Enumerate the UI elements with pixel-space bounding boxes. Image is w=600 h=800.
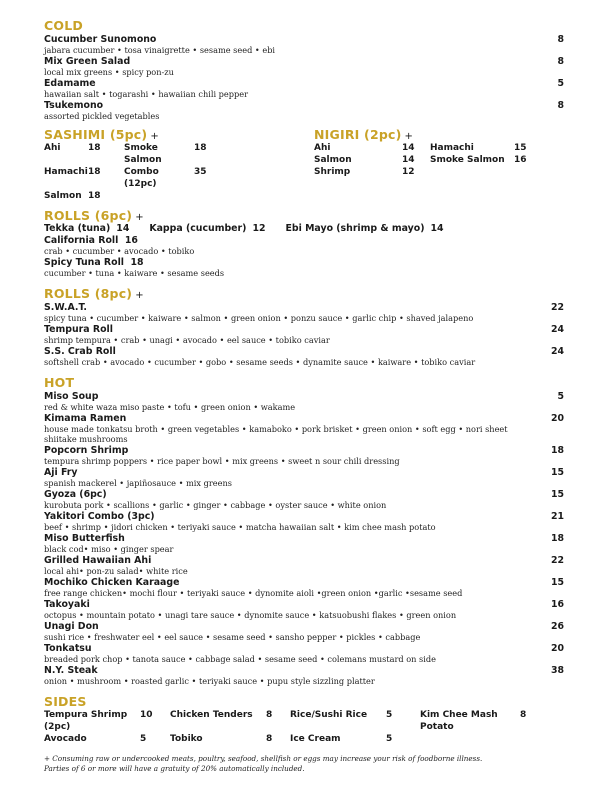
menu-page: [44, 18, 564, 745]
menu-item: Tsukemono assorted pickled vegetables 8: [44, 100, 564, 121]
menu-item: S.S. Crab Roll softshell crab • avocado • cucumber • gobo • sesame seeds • dynamite sauce • kaiware • tobiko caviar 24: [44, 346, 564, 367]
section-rolls8-title: ROLLS (8pc) +: [44, 286, 144, 301]
menu-item: Cucumber Sunomono jabara cucumber • tosa vinaigrette • sesame seed • ebi 8: [44, 34, 564, 55]
section-sides-title: SIDES: [44, 694, 87, 709]
menu-item: Tempura Roll shrimp tempura • crab • unagi • avocado • eel sauce • tobiko caviar 24: [44, 324, 564, 345]
menu-item: Miso Butterfish black cod• miso • ginger spear 18: [44, 533, 564, 554]
menu-item: Grilled Hawaiian Ahi local ahi• pon-zu salad• white rice 22: [44, 555, 564, 576]
section-rolls6-title: ROLLS (6pc) +: [44, 208, 144, 223]
nigiri-block: [314, 127, 564, 202]
menu-item: Kimama Ramen house made tonkatsu broth • green vegetables • kamaboko • pork brisket • green onion • soft egg • nori sheet shiitake mushrooms 20: [44, 413, 564, 444]
menu-item: N.Y. Steak onion • mushroom • roasted garlic • teriyaki sauce • pupu style sizzling platter 38: [44, 665, 564, 686]
sashimi-grid: Ahi 18 Smoke Salmon 18 Hamachi 18 Combo (12pc) 35 Salmon 18: [44, 143, 207, 201]
rolls8-block: [44, 286, 564, 367]
rolls6-inline: Tekka (tuna) 14 Kappa (cucumber) 12 Ebi Mayo (shrimp & mayo) 14: [44, 223, 444, 234]
menu-item: Miso Soup red & white waza miso paste • tofu • green onion • wakame 5: [44, 391, 564, 412]
menu-item: Tonkatsu breaded pork chop • tanota sauce • cabbage salad • sesame seed • colemans mustard on side 20: [44, 643, 564, 664]
nigiri-grid: Ahi 14 Hamachi 15 Salmon 14 Smoke Salmon 16 Shrimp 12: [314, 143, 527, 177]
menu-item: Mix Green Salad local mix greens • spicy pon-zu 8: [44, 56, 564, 77]
sides-grid: Tempura Shrimp (2pc) 10 Chicken Tenders 8 Rice/Sushi Rice 5 Kim Chee Mash Potato 8 Avocado 5 Tobiko 8 Ice Cream 5: [44, 710, 527, 744]
menu-item: Popcorn Shrimp tempura shrimp poppers • rice paper bowl • mix greens • sweet n sour chili dressing 18: [44, 445, 564, 466]
sashimi-block: [44, 127, 314, 202]
footer-notice: + Consuming raw or undercooked meats, poultry, seafood, shellfish or eggs may increase your risk of foodborne illness. Parties of 6 or more will have a gratuity of 20% automatically included.: [44, 754, 483, 773]
sides-block: [44, 694, 564, 745]
hot-block: [44, 375, 564, 686]
menu-item: Spicy Tuna Roll 18 cucumber • tuna • kaiware • sesame seeds: [44, 257, 225, 278]
section-cold-title: COLD: [44, 18, 83, 33]
cold-list: [44, 34, 564, 121]
menu-item: California Roll 16 crab • cucumber • avocado • tobiko: [44, 235, 195, 256]
section-nigiri-title: NIGIRI (2pc) +: [314, 127, 414, 142]
section-sashimi-title: SASHIMI (5pc) +: [44, 127, 159, 142]
menu-item: Unagi Don sushi rice • freshwater eel • eel sauce • sesame seed • sansho pepper • pickles • cabbage 26: [44, 621, 564, 642]
menu-item: Edamame hawaiian salt • togarashi • hawaiian chili pepper 5: [44, 78, 564, 99]
menu-item: Mochiko Chicken Karaage free range chicken• mochi flour • teriyaki sauce • dynomite aioli •green onion •garlic •sesame seed 15: [44, 577, 564, 598]
menu-item: S.W.A.T. spicy tuna • cucumber • kaiware • salmon • green onion • ponzu sauce • garlic chip • shaved jalapeno 22: [44, 302, 564, 323]
menu-item: Yakitori Combo (3pc) beef • shrimp • jidori chicken • teriyaki sauce • matcha hawaiian salt • kim chee mash potato 21: [44, 511, 564, 532]
rolls6-block: [44, 208, 564, 278]
section-hot-title: HOT: [44, 375, 75, 390]
menu-item: Takoyaki octopus • mountain potato • unagi tare sauce • dynomite sauce • katsuobushi flakes • green onion 16: [44, 599, 564, 620]
menu-item: Aji Fry spanish mackerel • japiñosauce • mix greens 15: [44, 467, 564, 488]
sashimi-nigiri-row: [44, 127, 564, 202]
menu-item: Gyoza (6pc) kurobuta pork • scallions • garlic • ginger • cabbage • oyster sauce • white onion 15: [44, 489, 564, 510]
